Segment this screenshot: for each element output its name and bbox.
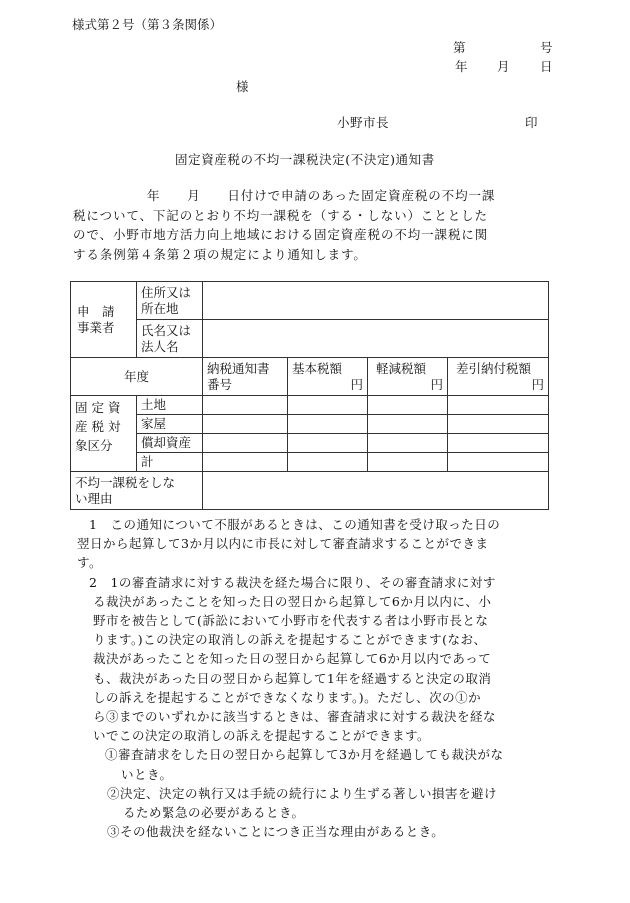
base-tax-header: 基本税額 円 (288, 358, 368, 396)
date-month: 月 (497, 59, 510, 74)
category-depreciable: 償却資産 (137, 434, 203, 453)
category-house: 家屋 (137, 415, 203, 434)
document-title: 固定資産税の不均一課税決定(不決定)通知書 (175, 152, 435, 167)
reason-label: 不均一課税をしな い理由 (71, 472, 203, 510)
body-line: 税について、下記のとおり不均一課税を（する・しない）こととした (73, 207, 488, 223)
date-day: 日 (540, 59, 553, 74)
address-label: 住所又は 所在地 (137, 282, 203, 320)
seal: 印 (525, 115, 538, 130)
body-text (73, 186, 557, 264)
reason-field[interactable] (203, 472, 549, 510)
name-label: 氏名又は 法人名 (137, 320, 203, 358)
applicant-label: 申 請 事業者 (71, 282, 137, 358)
note-1: 1 この通知について不服があるときは、この通知書を受け取った日の 翌日から起算して3か月以内に市長に対して審査請求することができま す。 (77, 517, 501, 571)
net-tax-header: 差引納付税額 円 (448, 358, 549, 396)
address-field[interactable] (203, 282, 549, 320)
category-land: 土地 (137, 396, 203, 415)
addressee-suffix: 様 (236, 79, 249, 94)
body-line: 年 月 日付けで申請のあった固定資産税の不均一課 (147, 188, 496, 203)
issuer: 小野市長 (337, 115, 390, 130)
number-go: 号 (540, 40, 553, 55)
reduced-tax-header: 軽減税額 円 (368, 358, 448, 396)
note-2-item-3: ③その他裁決を経ないことにつき正当な理由があるとき。 (107, 824, 445, 840)
body-line: ので、小野市地方活力向上地域における固定資産税の不均一課税に関 (73, 227, 489, 242)
name-field[interactable] (203, 320, 549, 358)
note-2: 2 1の審査請求に対する裁決を経た場合に限り、その審査請求に対す る裁決があったことを知った日の翌日から起算して6か月以内に、小 野市を被告として(訴訟において小野市を代表する者は小野市長とな ります。)この決定の取消しの訴えを提起することができます(なお、 裁決があったことを知った日の翌日から起算して6か月以内であって も、裁決があった日の翌日から起算して1年を経過すると決定の取消 しの訴えを提起することができなくなります。)。ただし、次の①か ら③までのいずれかに該当するときは、審査請求に対する裁決を経な いでこの決定の取消しの訴えを提起することができます。 (89, 574, 497, 744)
date-year: 年 (455, 59, 468, 74)
body-line: する条例第４条第２項の規定により通知します。 (73, 246, 367, 262)
form-label: 様式第２号（第３条関係） (72, 17, 223, 32)
category-label: 固 定 資 産 税 対 象区分 (71, 396, 137, 472)
notes (77, 515, 557, 841)
year-header: 年度 (71, 358, 203, 396)
note-2-item-2: ②決定、決定の執行又は手続の続行により生ずる著しい損害を避け るため緊急の必要があるとき。 (107, 785, 498, 821)
note-2-item-1: ①審査請求をした日の翌日から起算して3か月を経過しても裁決がな いとき。 (105, 747, 504, 782)
number-dai: 第 (453, 40, 466, 55)
notice-no-header: 納税通知書 番号 (203, 358, 288, 396)
category-total: 計 (137, 453, 203, 472)
tax-table (70, 281, 549, 510)
